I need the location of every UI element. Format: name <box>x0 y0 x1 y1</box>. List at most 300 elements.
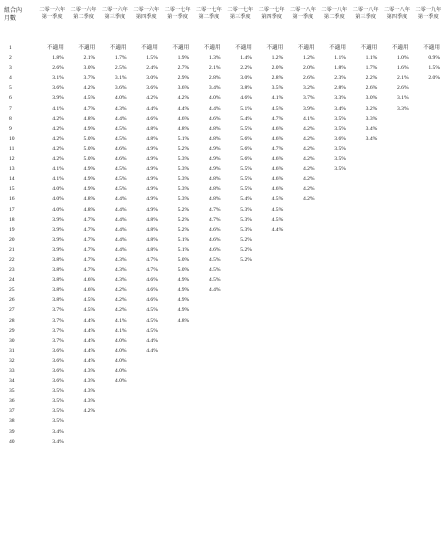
table-row <box>0 316 444 326</box>
rate-cell: 4.4% <box>146 337 158 344</box>
column-header-year: 二零一七年 <box>227 7 254 13</box>
month-cell: 11 <box>9 145 15 152</box>
month-cell: 31 <box>9 347 15 354</box>
month-cell: 36 <box>9 398 15 405</box>
rate-cell: 不適用 <box>297 45 315 51</box>
rate-cell: 2.0% <box>428 75 440 82</box>
rate-cell <box>319 275 350 285</box>
rate-cell: 4.2% <box>146 95 158 102</box>
month-cell: 3 <box>9 65 12 72</box>
table-row <box>0 265 444 275</box>
rate-cell: 5.1% <box>240 105 252 112</box>
rate-cell: 3.5% <box>334 145 346 152</box>
table-row <box>0 144 444 154</box>
rate-cell <box>319 255 350 265</box>
rate-cell: 2.0% <box>271 65 284 72</box>
month-cell: 21 <box>9 246 15 253</box>
rate-cell: 4.5% <box>208 277 221 284</box>
rate-cell: 4.2% <box>114 307 127 314</box>
rate-cell <box>381 235 412 245</box>
table-row <box>0 93 444 103</box>
rate-cell: 1.1% <box>365 55 378 62</box>
rate-cell <box>319 416 350 426</box>
rate-cell: 3.6% <box>114 85 127 92</box>
month-cell: 22 <box>9 256 15 263</box>
month-cell: 19 <box>9 226 15 233</box>
rate-cell: 4.9% <box>83 125 96 132</box>
rate-cell: 2.3% <box>334 75 346 82</box>
rate-cell: 3.9% <box>52 246 64 253</box>
rate-cell <box>319 184 350 194</box>
column-header-quarter: 第四季度 <box>135 14 157 20</box>
rate-cell <box>413 396 444 406</box>
rate-cell: 4.6% <box>208 246 221 253</box>
rate-cell <box>413 437 444 447</box>
rate-cell <box>319 235 350 245</box>
rate-cell: 3.6% <box>146 85 158 92</box>
table-row <box>0 154 444 164</box>
rate-cell <box>162 326 193 336</box>
rate-cell <box>413 295 444 305</box>
rate-cell: 3.0% <box>240 75 252 82</box>
rate-cell: 4.7% <box>83 226 96 233</box>
rate-cell <box>131 406 162 416</box>
rate-cell <box>381 275 412 285</box>
rate-cell: 4.8% <box>83 115 96 122</box>
column-header <box>131 0 162 43</box>
table-row <box>0 427 444 437</box>
rate-cell: 4.2% <box>52 125 64 132</box>
rate-cell <box>381 174 412 184</box>
rate-cell <box>193 427 224 437</box>
rate-cell <box>350 366 381 376</box>
rate-cell: 4.5% <box>271 216 284 223</box>
rate-cell <box>413 346 444 356</box>
rate-cell: 4.6% <box>146 287 158 294</box>
rate-cell: 3.4% <box>365 135 378 142</box>
rate-cell <box>225 265 256 275</box>
table-row <box>0 366 444 376</box>
rate-cell <box>413 366 444 376</box>
month-cell: 40 <box>9 438 15 445</box>
rate-cell <box>413 427 444 437</box>
table-row <box>0 83 444 93</box>
rate-cell: 5.3% <box>177 156 190 163</box>
rate-cell: 3.4% <box>52 438 64 445</box>
rate-cell: 4.4% <box>271 226 284 233</box>
rate-cell: 1.3% <box>208 55 221 62</box>
rate-cell <box>350 184 381 194</box>
column-header-quarter: 第四季度 <box>386 14 408 20</box>
rate-cell <box>319 174 350 184</box>
rate-cell <box>162 376 193 386</box>
rate-cell: 4.9% <box>177 277 190 284</box>
rate-cell <box>68 427 99 437</box>
rate-cell: 4.4% <box>114 226 127 233</box>
rate-cell <box>381 406 412 416</box>
table-row <box>0 416 444 426</box>
table-row <box>0 356 444 366</box>
rate-cell: 不適用 <box>172 45 190 51</box>
rate-cell <box>413 376 444 386</box>
table-row <box>0 386 444 396</box>
rate-cell <box>193 326 224 336</box>
rate-cell: 4.0% <box>52 186 64 193</box>
row-label-header <box>0 0 37 43</box>
rate-cell: 4.2% <box>302 145 315 152</box>
rate-cell: 4.9% <box>208 166 221 173</box>
rate-cell: 5.4% <box>240 196 252 203</box>
rate-cell: 4.8% <box>146 246 158 253</box>
column-header-quarter: 第一季度 <box>292 14 314 20</box>
month-cell: 39 <box>9 428 15 435</box>
rate-cell <box>287 356 318 366</box>
rate-cell: 3.8% <box>52 256 64 263</box>
rate-cell <box>256 386 287 396</box>
rate-cell <box>256 285 287 295</box>
rate-cell: 4.8% <box>146 135 158 142</box>
table-row <box>0 164 444 174</box>
month-cell: 23 <box>9 267 15 274</box>
rate-cell: 2.8% <box>271 75 284 82</box>
rate-cell <box>381 336 412 346</box>
rate-cell: 0.9% <box>428 55 440 62</box>
rate-cell: 2.4% <box>146 65 158 72</box>
month-cell: 16 <box>9 196 15 203</box>
rate-cell: 3.5% <box>334 115 346 122</box>
rate-cell: 不適用 <box>141 45 158 51</box>
rate-cell: 4.8% <box>146 236 158 243</box>
rate-cell: 5.4% <box>240 115 252 122</box>
rate-cell: 4.8% <box>208 186 221 193</box>
column-header-year: 二零一六年 <box>133 7 160 13</box>
rate-cell: 4.9% <box>83 166 96 173</box>
column-header <box>381 0 412 43</box>
rate-cell: 3.1% <box>52 75 64 82</box>
rate-cell <box>193 386 224 396</box>
rate-cell <box>381 225 412 235</box>
column-header-year: 二零一七年 <box>195 7 222 13</box>
rate-cell: 4.8% <box>83 206 96 213</box>
month-cell: 37 <box>9 408 15 415</box>
rate-cell <box>287 326 318 336</box>
rate-cell: 4.7% <box>146 256 158 263</box>
rate-cell <box>350 346 381 356</box>
rate-cell <box>225 305 256 315</box>
column-header-quarter: 第一季度 <box>167 14 188 20</box>
rate-cell: 3.3% <box>334 95 346 102</box>
rate-cell <box>225 275 256 285</box>
rate-cell: 5.6% <box>240 145 252 152</box>
rate-cell <box>319 205 350 215</box>
rate-cell <box>225 416 256 426</box>
rate-cell <box>350 245 381 255</box>
rate-cell: 3.2% <box>365 105 378 112</box>
rate-cell: 4.5% <box>83 95 96 102</box>
rate-cell <box>319 326 350 336</box>
rate-cell: 5.2% <box>240 256 252 263</box>
month-cell: 17 <box>9 206 15 213</box>
rate-cell: 5.5% <box>240 186 252 193</box>
rate-cell: 5.0% <box>177 256 190 263</box>
rate-cell <box>350 174 381 184</box>
rate-cell: 5.6% <box>240 156 252 163</box>
rate-cell: 4.4% <box>114 196 127 203</box>
rate-cell <box>381 396 412 406</box>
rate-cell <box>99 386 130 396</box>
rate-cell <box>256 235 287 245</box>
rate-cell <box>162 366 193 376</box>
rate-cell <box>413 144 444 154</box>
rate-cell: 3.0% <box>365 95 378 102</box>
rate-cell: 4.4% <box>146 105 158 112</box>
rate-cell <box>413 316 444 326</box>
rate-cell <box>162 427 193 437</box>
column-header-quarter: 第三季度 <box>104 14 126 20</box>
month-cell: 6 <box>9 95 12 102</box>
month-cell: 38 <box>9 418 15 425</box>
rate-cell <box>225 336 256 346</box>
rate-cell: 4.7% <box>83 216 96 223</box>
rate-cell <box>193 376 224 386</box>
rate-cell <box>225 346 256 356</box>
rate-cell: 5.0% <box>83 156 96 163</box>
table-row <box>0 174 444 184</box>
rate-cell: 4.9% <box>177 307 190 314</box>
rate-cell: 4.7% <box>83 256 96 263</box>
rate-cell: 4.6% <box>271 125 284 132</box>
month-cell: 10 <box>9 135 15 142</box>
rate-cell: 不適用 <box>235 45 252 51</box>
table-row <box>0 63 444 73</box>
rate-cell: 4.6% <box>114 145 127 152</box>
month-cell: 18 <box>9 216 15 223</box>
rate-cell <box>413 245 444 255</box>
rate-cell: 3.1% <box>114 75 127 82</box>
rate-cell: 3.9% <box>52 216 64 223</box>
rate-cell: 5.3% <box>177 196 190 203</box>
rate-cell <box>413 255 444 265</box>
table-header-row <box>0 0 444 43</box>
rate-cell <box>256 437 287 447</box>
rate-cell <box>225 285 256 295</box>
rate-cell <box>413 124 444 134</box>
rate-cell: 3.8% <box>52 297 64 304</box>
rate-cell: 不適用 <box>423 45 440 51</box>
rate-cell <box>350 235 381 245</box>
rate-cell: 5.0% <box>83 145 96 152</box>
column-header-quarter: 第四季度 <box>261 14 282 20</box>
rate-cell <box>381 285 412 295</box>
column-header-year: 二零一八年 <box>289 7 316 13</box>
rate-cell <box>350 427 381 437</box>
rate-cell <box>413 326 444 336</box>
rate-cell: 4.1% <box>271 95 284 102</box>
rate-cell <box>350 154 381 164</box>
rate-cell <box>256 376 287 386</box>
rate-cell <box>381 295 412 305</box>
rate-cell <box>381 134 412 144</box>
rate-cell <box>319 316 350 326</box>
rate-cell: 不適用 <box>109 45 127 51</box>
column-header <box>162 0 193 43</box>
rate-cell: 3.3% <box>365 115 378 122</box>
rate-cell: 不適用 <box>329 45 346 51</box>
column-header <box>350 0 381 43</box>
rate-cell: 4.4% <box>208 105 221 112</box>
rate-cell <box>413 104 444 114</box>
rate-cell <box>99 396 130 406</box>
rate-cell: 4.6% <box>271 135 284 142</box>
rate-cell <box>381 184 412 194</box>
rate-cell: 4.9% <box>146 176 158 183</box>
rate-cell: 4.5% <box>271 206 284 213</box>
table-row <box>0 235 444 245</box>
rate-cell: 4.4% <box>83 327 96 334</box>
rate-cell: 5.3% <box>240 206 252 213</box>
rate-cell: 4.4% <box>114 216 127 223</box>
rate-cell: 5.1% <box>177 135 190 142</box>
rate-cell <box>381 265 412 275</box>
rate-cell: 4.5% <box>114 186 127 193</box>
rate-cell: 5.6% <box>240 135 252 142</box>
rate-cell <box>413 164 444 174</box>
rate-cell: 5.3% <box>177 186 190 193</box>
rate-cell: 4.2% <box>302 186 315 193</box>
rate-cell <box>413 406 444 416</box>
rate-cell: 3.7% <box>52 317 64 324</box>
rate-cell: 4.7% <box>83 267 96 274</box>
rate-cell <box>68 416 99 426</box>
rate-cell <box>381 114 412 124</box>
column-header-year: 二零一六年 <box>70 7 97 13</box>
month-cell: 14 <box>9 176 15 183</box>
table-row <box>0 225 444 235</box>
rate-cell: 3.7% <box>52 327 64 334</box>
table-row <box>0 346 444 356</box>
rate-cell: 4.1% <box>52 105 64 112</box>
rate-cell: 5.3% <box>240 226 252 233</box>
rate-cell <box>256 396 287 406</box>
rate-cell: 2.6% <box>302 75 315 82</box>
month-cell: 8 <box>9 115 12 122</box>
rate-cell: 4.8% <box>208 125 221 132</box>
column-header-quarter: 第一季度 <box>41 14 63 20</box>
rate-cell <box>99 437 130 447</box>
column-header <box>413 0 444 43</box>
rate-cell <box>413 356 444 366</box>
rate-cell <box>287 245 318 255</box>
rate-cell <box>225 396 256 406</box>
table-row <box>0 43 444 53</box>
rate-cell <box>225 427 256 437</box>
rate-cell: 4.5% <box>114 166 127 173</box>
rate-cell <box>413 386 444 396</box>
rate-cell: 4.2% <box>177 95 190 102</box>
rate-cell: 4.5% <box>271 196 284 203</box>
rate-cell <box>256 406 287 416</box>
rate-cell: 4.2% <box>302 176 315 183</box>
rate-cell <box>413 93 444 103</box>
rate-cell <box>350 215 381 225</box>
rate-cell <box>319 305 350 315</box>
rate-cell: 5.2% <box>177 226 190 233</box>
rate-cell <box>256 427 287 437</box>
rate-cell <box>413 154 444 164</box>
column-header-quarter: 第二季度 <box>198 14 220 20</box>
rate-cell: 5.2% <box>177 206 190 213</box>
rate-cell: 4.2% <box>114 287 127 294</box>
rate-cell <box>319 265 350 275</box>
rate-cell <box>287 427 318 437</box>
rate-cell: 4.7% <box>83 246 96 253</box>
rate-cell: 4.3% <box>83 388 96 395</box>
rate-cell: 2.1% <box>208 65 221 72</box>
table-row <box>0 245 444 255</box>
month-cell: 28 <box>9 317 15 324</box>
rate-cell: 2.6% <box>52 65 64 72</box>
rate-cell <box>287 437 318 447</box>
column-header <box>256 0 287 43</box>
rate-cell: 2.9% <box>177 75 190 82</box>
rate-cell <box>413 336 444 346</box>
rate-cell <box>381 416 412 426</box>
month-cell: 15 <box>9 186 15 193</box>
rate-cell: 2.8% <box>208 75 221 82</box>
rate-cell: 4.4% <box>83 337 96 344</box>
column-header-year: 二零一七年 <box>258 7 285 13</box>
rate-cell <box>381 326 412 336</box>
rate-cell: 3.7% <box>52 307 64 314</box>
rate-cell: 4.2% <box>302 125 315 132</box>
rate-cell: 4.2% <box>302 196 315 203</box>
rate-cell: 5.5% <box>240 176 252 183</box>
rate-cell: 4.6% <box>177 115 190 122</box>
rate-cell: 1.1% <box>334 55 346 62</box>
rate-cell <box>350 164 381 174</box>
rate-cell: 4.0% <box>52 206 64 213</box>
rate-cell <box>193 295 224 305</box>
rate-cell: 4.1% <box>302 115 315 122</box>
rate-cell: 1.2% <box>271 55 284 62</box>
rate-cell <box>381 164 412 174</box>
rate-cell <box>162 406 193 416</box>
rate-cell: 3.0% <box>83 65 96 72</box>
rate-cell <box>287 235 318 245</box>
rate-cell <box>162 437 193 447</box>
rate-cell: 4.6% <box>83 287 96 294</box>
rate-cell <box>131 376 162 386</box>
rate-cell <box>350 326 381 336</box>
month-cell: 24 <box>9 277 15 284</box>
column-header <box>193 0 224 43</box>
rate-cell: 4.9% <box>208 156 221 163</box>
rate-cell: 4.9% <box>146 186 158 193</box>
rate-cell <box>350 194 381 204</box>
rate-cell: 4.5% <box>114 125 127 132</box>
rate-cell <box>350 376 381 386</box>
rate-cell: 4.2% <box>52 156 64 163</box>
rate-cell: 4.9% <box>146 206 158 213</box>
rate-cell: 3.6% <box>52 347 64 354</box>
rate-cell <box>162 416 193 426</box>
rate-cell: 3.7% <box>83 75 96 82</box>
rate-cell: 4.2% <box>302 135 315 142</box>
table-row <box>0 275 444 285</box>
rate-cell <box>256 275 287 285</box>
column-header-quarter: 第二季度 <box>73 14 94 20</box>
rate-cell: 4.4% <box>177 105 190 112</box>
